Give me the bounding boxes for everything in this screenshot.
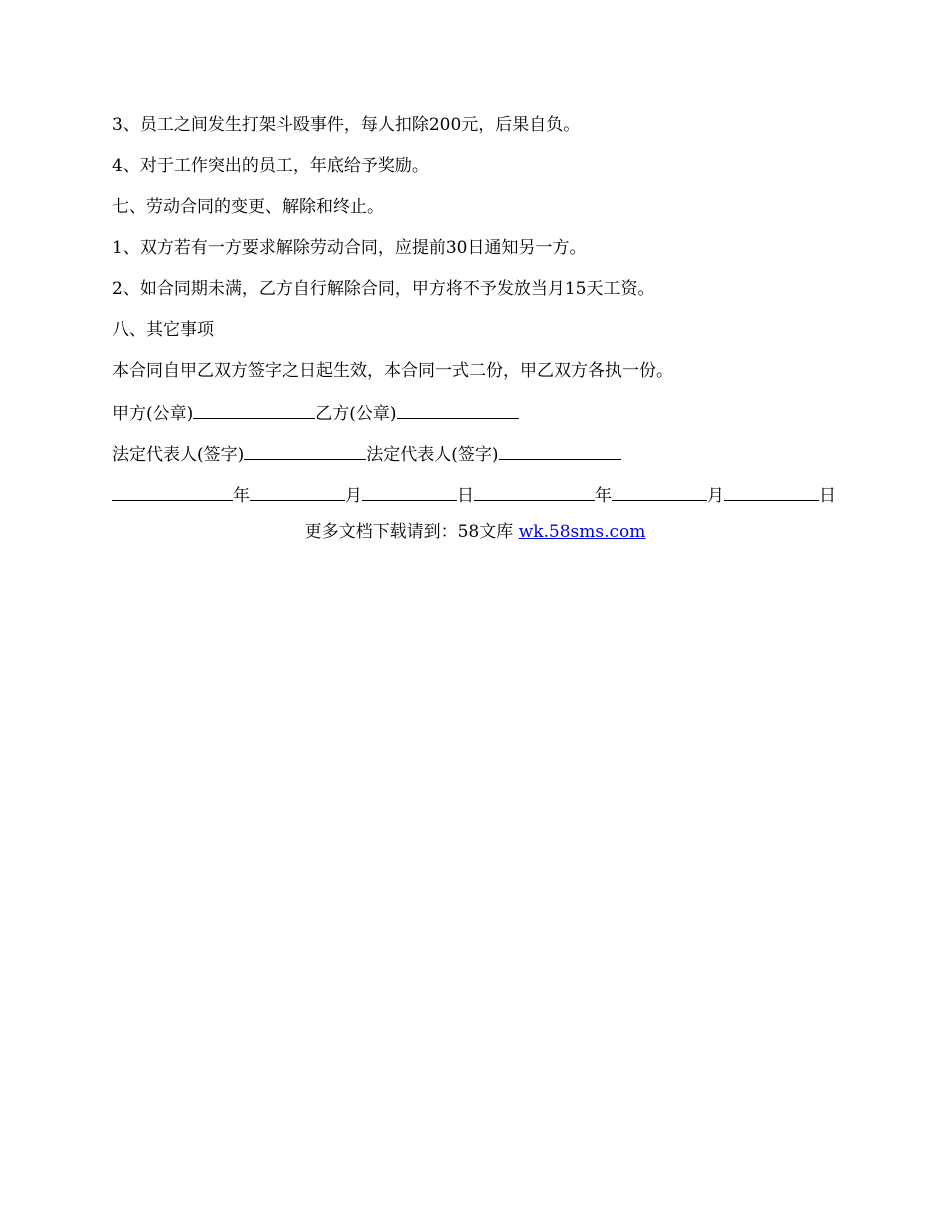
party-b-month-label: 月 (707, 486, 724, 506)
party-b-year-label: 年 (595, 486, 612, 506)
party-b-rep-blank (499, 439, 621, 460)
download-footer (112, 518, 838, 546)
party-a-month-label: 月 (345, 486, 362, 506)
party-b-seal-label: 乙方(公章) (315, 404, 397, 424)
party-a-year-blank (112, 480, 233, 501)
document-body (112, 111, 838, 546)
clause-7-1: 1、双方若有一方要求解除劳动合同，应提前30日通知另一方。 (112, 238, 587, 258)
clause-7-2: 2、如合同期未满，乙方自行解除合同，甲方将不予发放当月15天工资。 (112, 279, 655, 299)
section-7-heading: 七、劳动合同的变更、解除和终止。 (112, 197, 384, 217)
party-b-seal-blank (397, 398, 519, 419)
section-8-heading: 八、其它事项 (112, 320, 214, 340)
clause-4: 4、对于工作突出的员工，年底给予奖励。 (112, 156, 429, 176)
clause-3: 3、员工之间发生打架斗殴事件，每人扣除200元，后果自负。 (112, 115, 581, 135)
party-a-seal-label: 甲方(公章) (112, 404, 194, 424)
party-b-day-blank (724, 480, 819, 501)
party-b-month-blank (612, 480, 707, 501)
footer-prefix: 更多文档下载请到：58文库 (304, 522, 519, 542)
party-a-day-blank (362, 480, 457, 501)
party-a-year-label: 年 (233, 486, 250, 506)
party-b-day-label: 日 (819, 486, 836, 506)
party-a-rep-blank (244, 439, 366, 460)
effective-clause: 本合同自甲乙双方签字之日起生效，本合同一式二份，甲乙双方各执一份。 (112, 361, 673, 381)
footer-link[interactable]: wk.58sms.com (518, 522, 646, 542)
date-line (112, 480, 838, 508)
party-b-rep-label: 法定代表人(签字) (366, 445, 499, 465)
party-a-rep-label: 法定代表人(签字) (112, 445, 245, 465)
party-a-month-blank (250, 480, 345, 501)
representative-line (112, 439, 838, 467)
party-a-day-label: 日 (457, 486, 474, 506)
party-a-seal-blank (193, 398, 315, 419)
seal-line (112, 398, 838, 426)
party-b-year-blank (474, 480, 595, 501)
